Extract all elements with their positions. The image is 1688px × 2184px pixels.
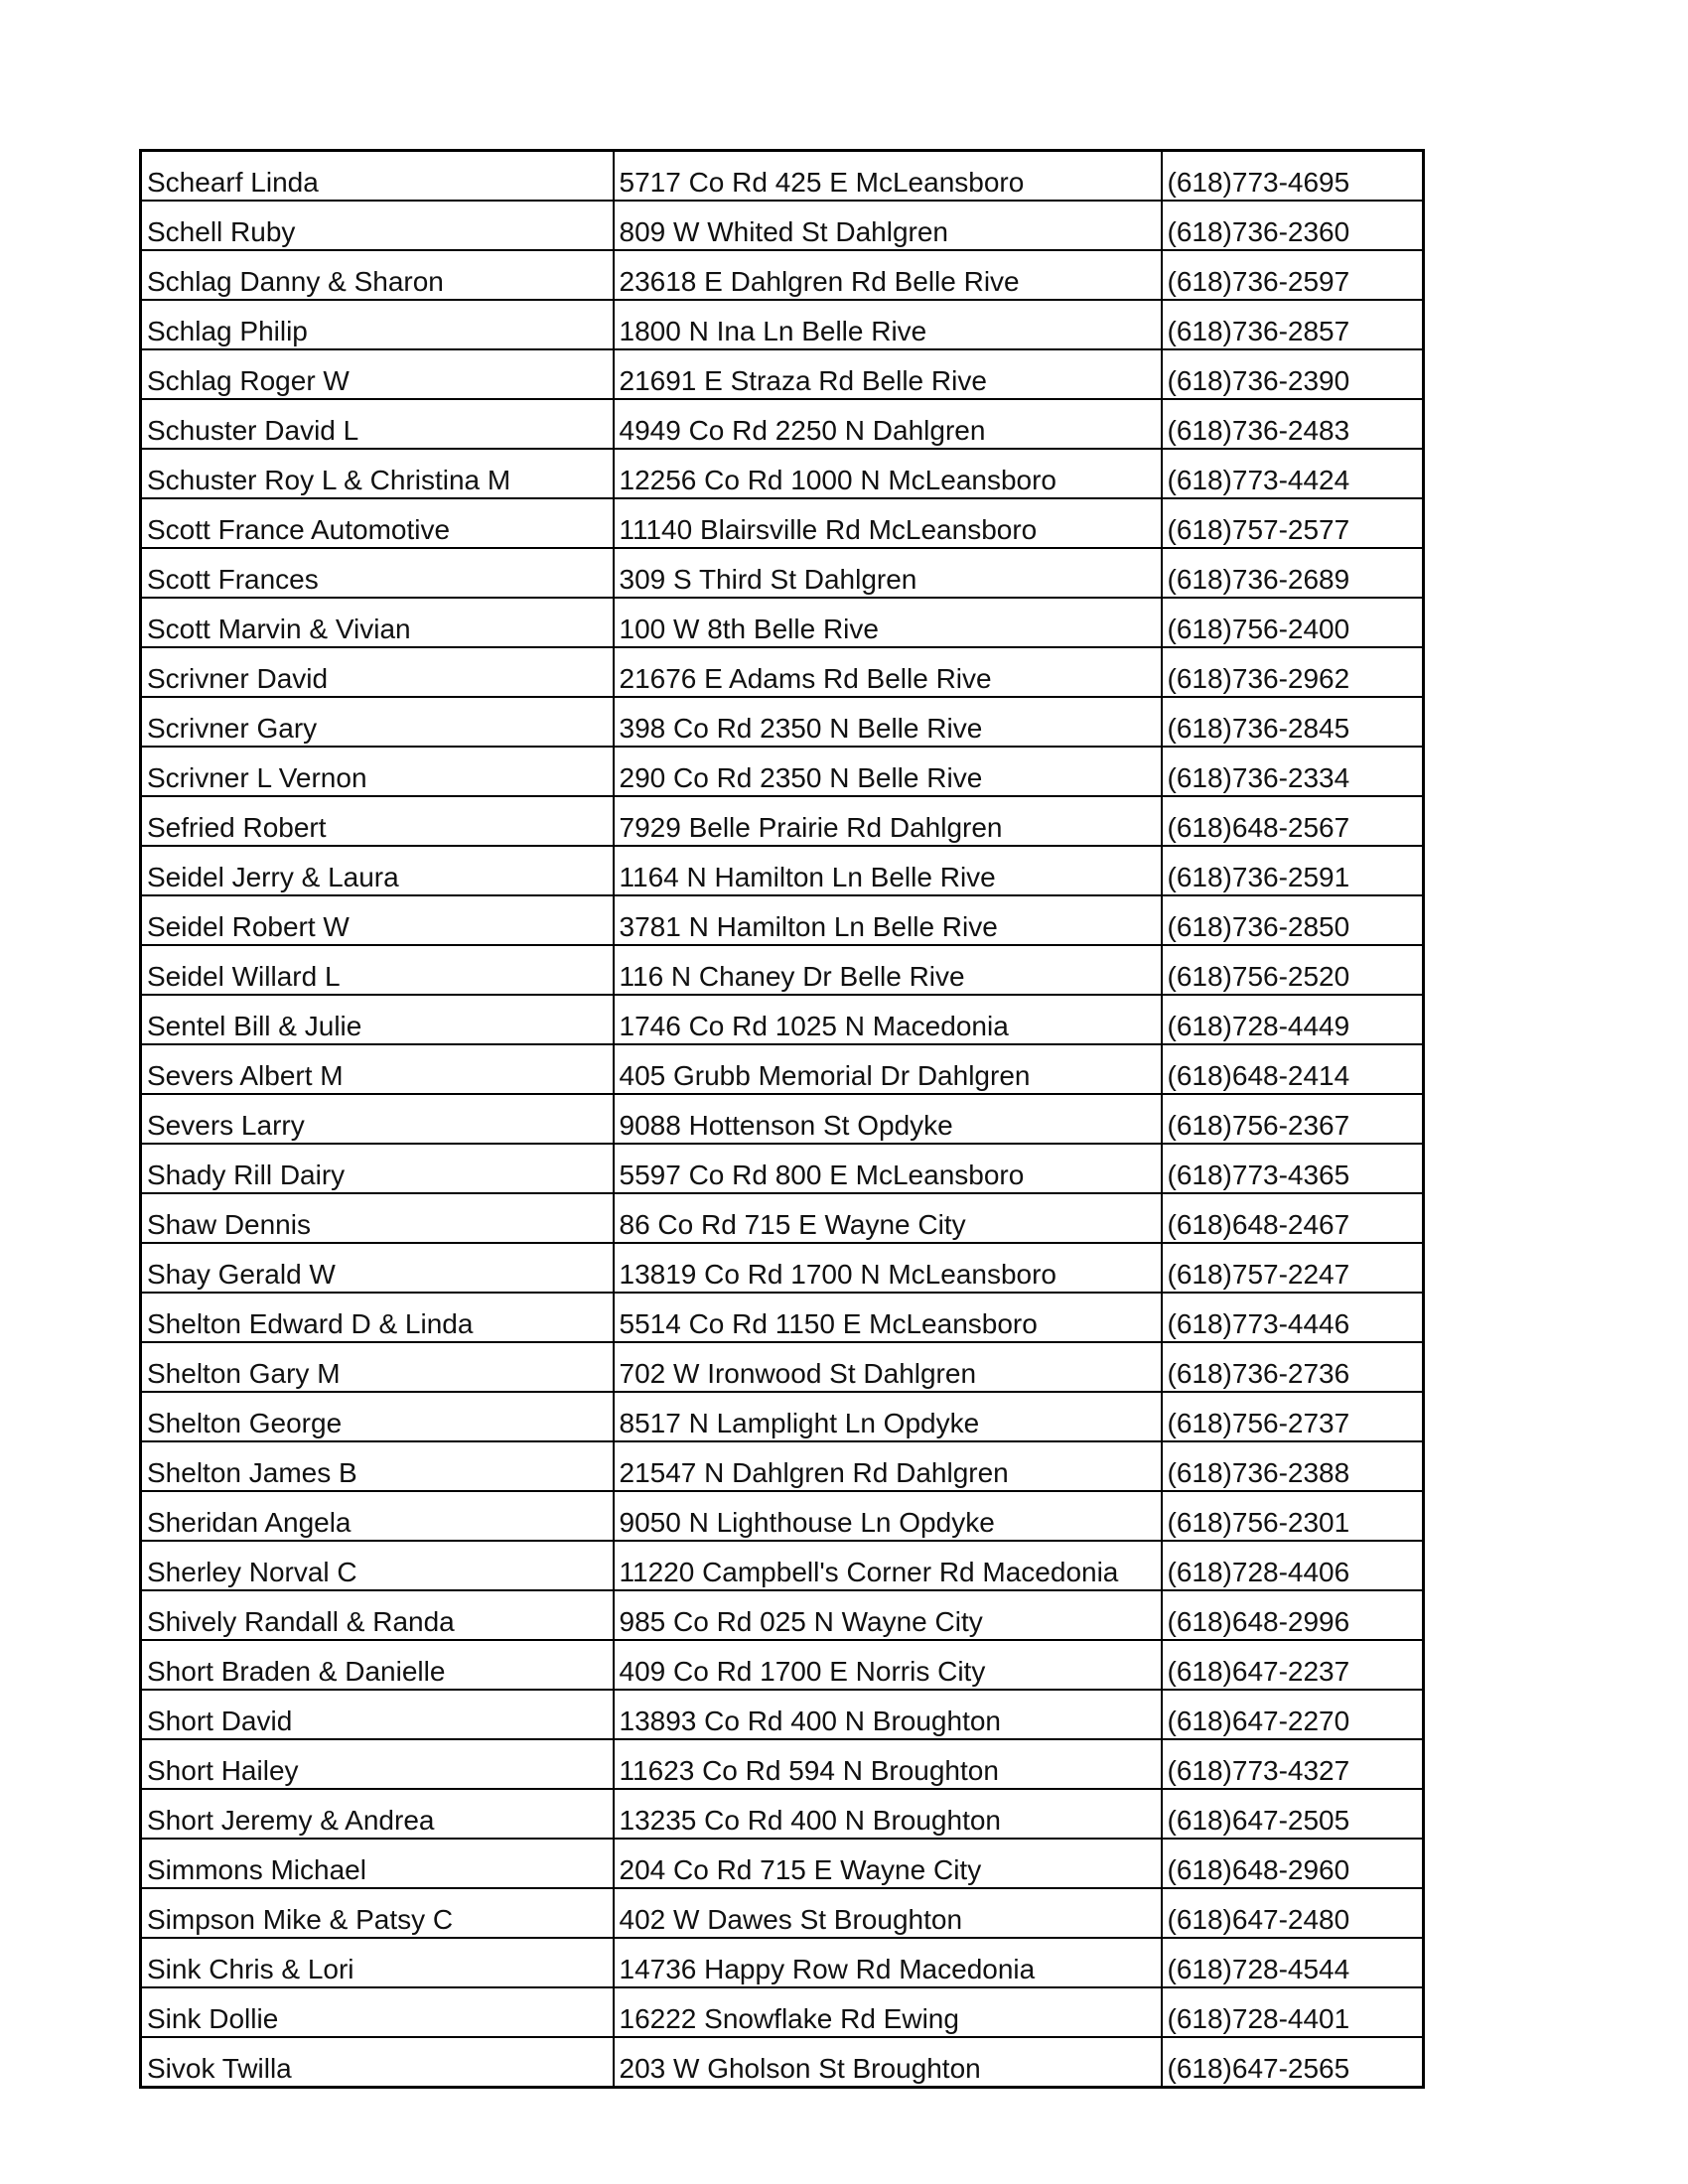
table-row xyxy=(141,1888,1424,1938)
table-row xyxy=(141,1144,1424,1193)
name-cell: Scrivner Gary xyxy=(141,697,614,747)
phone-cell: (618)757-2577 xyxy=(1162,498,1424,548)
table-row xyxy=(141,1739,1424,1789)
phone-cell: (618)736-2736 xyxy=(1162,1342,1424,1392)
address-cell: 100 W 8th Belle Rive xyxy=(614,598,1162,647)
phone-cell: (618)736-2857 xyxy=(1162,300,1424,349)
name-cell: Sefried Robert xyxy=(141,796,614,846)
address-cell: 21691 E Straza Rd Belle Rive xyxy=(614,349,1162,399)
table-row xyxy=(141,1590,1424,1640)
address-cell: 7929 Belle Prairie Rd Dahlgren xyxy=(614,796,1162,846)
table-row xyxy=(141,1392,1424,1441)
table-row xyxy=(141,548,1424,598)
name-cell: Severs Larry xyxy=(141,1094,614,1144)
address-cell: 12256 Co Rd 1000 N McLeansboro xyxy=(614,449,1162,498)
table-row xyxy=(141,201,1424,250)
phone-cell: (618)773-4424 xyxy=(1162,449,1424,498)
name-cell: Schlag Philip xyxy=(141,300,614,349)
address-cell: 11623 Co Rd 594 N Broughton xyxy=(614,1739,1162,1789)
table-row xyxy=(141,498,1424,548)
table-row xyxy=(141,1044,1424,1094)
name-cell: Short Jeremy & Andrea xyxy=(141,1789,614,1839)
phone-cell: (618)756-2301 xyxy=(1162,1491,1424,1541)
table-row xyxy=(141,1491,1424,1541)
name-cell: Schuster Roy L & Christina M xyxy=(141,449,614,498)
name-cell: Seidel Jerry & Laura xyxy=(141,846,614,895)
table-row xyxy=(141,1938,1424,1987)
phone-cell: (618)647-2565 xyxy=(1162,2037,1424,2088)
table-row xyxy=(141,300,1424,349)
phone-cell: (618)736-2591 xyxy=(1162,846,1424,895)
phone-cell: (618)736-2483 xyxy=(1162,399,1424,449)
directory-body xyxy=(141,151,1424,2088)
phone-cell: (618)736-2390 xyxy=(1162,349,1424,399)
address-cell: 8517 N Lamplight Ln Opdyke xyxy=(614,1392,1162,1441)
name-cell: Shelton Edward D & Linda xyxy=(141,1293,614,1342)
phone-cell: (618)728-4544 xyxy=(1162,1938,1424,1987)
table-row xyxy=(141,1243,1424,1293)
address-cell: 409 Co Rd 1700 E Norris City xyxy=(614,1640,1162,1690)
table-row xyxy=(141,449,1424,498)
phone-cell: (618)736-2334 xyxy=(1162,747,1424,796)
name-cell: Simpson Mike & Patsy C xyxy=(141,1888,614,1938)
name-cell: Short Braden & Danielle xyxy=(141,1640,614,1690)
table-row xyxy=(141,747,1424,796)
address-cell: 1164 N Hamilton Ln Belle Rive xyxy=(614,846,1162,895)
table-row xyxy=(141,1193,1424,1243)
name-cell: Schearf Linda xyxy=(141,151,614,202)
phone-cell: (618)773-4695 xyxy=(1162,151,1424,202)
phone-cell: (618)648-2567 xyxy=(1162,796,1424,846)
address-cell: 11220 Campbell's Corner Rd Macedonia xyxy=(614,1541,1162,1590)
address-cell: 290 Co Rd 2350 N Belle Rive xyxy=(614,747,1162,796)
name-cell: Sherley Norval C xyxy=(141,1541,614,1590)
address-cell: 309 S Third St Dahlgren xyxy=(614,548,1162,598)
address-cell: 9088 Hottenson St Opdyke xyxy=(614,1094,1162,1144)
address-cell: 13893 Co Rd 400 N Broughton xyxy=(614,1690,1162,1739)
address-cell: 9050 N Lighthouse Ln Opdyke xyxy=(614,1491,1162,1541)
phone-cell: (618)773-4365 xyxy=(1162,1144,1424,1193)
name-cell: Scott France Automotive xyxy=(141,498,614,548)
table-row xyxy=(141,1987,1424,2037)
name-cell: Scott Marvin & Vivian xyxy=(141,598,614,647)
address-cell: 23618 E Dahlgren Rd Belle Rive xyxy=(614,250,1162,300)
address-cell: 985 Co Rd 025 N Wayne City xyxy=(614,1590,1162,1640)
name-cell: Sivok Twilla xyxy=(141,2037,614,2088)
phone-cell: (618)756-2520 xyxy=(1162,945,1424,995)
table-row xyxy=(141,2037,1424,2088)
name-cell: Sheridan Angela xyxy=(141,1491,614,1541)
name-cell: Scott Frances xyxy=(141,548,614,598)
name-cell: Seidel Robert W xyxy=(141,895,614,945)
phone-cell: (618)736-2388 xyxy=(1162,1441,1424,1491)
table-row xyxy=(141,1839,1424,1888)
address-cell: 5717 Co Rd 425 E McLeansboro xyxy=(614,151,1162,202)
phone-cell: (618)728-4449 xyxy=(1162,995,1424,1044)
phone-cell: (618)736-2360 xyxy=(1162,201,1424,250)
table-row xyxy=(141,1690,1424,1739)
phone-cell: (618)736-2850 xyxy=(1162,895,1424,945)
name-cell: Shively Randall & Randa xyxy=(141,1590,614,1640)
table-row xyxy=(141,697,1424,747)
address-cell: 4949 Co Rd 2250 N Dahlgren xyxy=(614,399,1162,449)
table-row xyxy=(141,796,1424,846)
address-cell: 86 Co Rd 715 E Wayne City xyxy=(614,1193,1162,1243)
address-cell: 13235 Co Rd 400 N Broughton xyxy=(614,1789,1162,1839)
name-cell: Severs Albert M xyxy=(141,1044,614,1094)
phone-cell: (618)756-2367 xyxy=(1162,1094,1424,1144)
phone-cell: (618)736-2845 xyxy=(1162,697,1424,747)
name-cell: Shelton George xyxy=(141,1392,614,1441)
table-row xyxy=(141,1293,1424,1342)
table-row xyxy=(141,1342,1424,1392)
address-cell: 5597 Co Rd 800 E McLeansboro xyxy=(614,1144,1162,1193)
table-row xyxy=(141,1541,1424,1590)
phone-cell: (618)647-2505 xyxy=(1162,1789,1424,1839)
address-cell: 3781 N Hamilton Ln Belle Rive xyxy=(614,895,1162,945)
phone-cell: (618)736-2689 xyxy=(1162,548,1424,598)
phone-cell: (618)728-4401 xyxy=(1162,1987,1424,2037)
table-row xyxy=(141,598,1424,647)
table-row xyxy=(141,151,1424,202)
table-row xyxy=(141,250,1424,300)
table-row xyxy=(141,945,1424,995)
directory-table xyxy=(139,149,1425,2089)
name-cell: Short Hailey xyxy=(141,1739,614,1789)
table-row xyxy=(141,995,1424,1044)
name-cell: Shelton Gary M xyxy=(141,1342,614,1392)
name-cell: Schlag Roger W xyxy=(141,349,614,399)
name-cell: Sink Dollie xyxy=(141,1987,614,2037)
name-cell: Sentel Bill & Julie xyxy=(141,995,614,1044)
address-cell: 402 W Dawes St Broughton xyxy=(614,1888,1162,1938)
phone-cell: (618)647-2270 xyxy=(1162,1690,1424,1739)
address-cell: 405 Grubb Memorial Dr Dahlgren xyxy=(614,1044,1162,1094)
address-cell: 1800 N Ina Ln Belle Rive xyxy=(614,300,1162,349)
address-cell: 203 W Gholson St Broughton xyxy=(614,2037,1162,2088)
phone-cell: (618)648-2414 xyxy=(1162,1044,1424,1094)
name-cell: Schuster David L xyxy=(141,399,614,449)
address-cell: 11140 Blairsville Rd McLeansboro xyxy=(614,498,1162,548)
name-cell: Shaw Dennis xyxy=(141,1193,614,1243)
address-cell: 21676 E Adams Rd Belle Rive xyxy=(614,647,1162,697)
name-cell: Schlag Danny & Sharon xyxy=(141,250,614,300)
phone-cell: (618)756-2400 xyxy=(1162,598,1424,647)
address-cell: 1746 Co Rd 1025 N Macedonia xyxy=(614,995,1162,1044)
phone-cell: (618)648-2996 xyxy=(1162,1590,1424,1640)
table-row xyxy=(141,647,1424,697)
phone-cell: (618)648-2960 xyxy=(1162,1839,1424,1888)
name-cell: Seidel Willard L xyxy=(141,945,614,995)
address-cell: 398 Co Rd 2350 N Belle Rive xyxy=(614,697,1162,747)
phone-cell: (618)757-2247 xyxy=(1162,1243,1424,1293)
address-cell: 702 W Ironwood St Dahlgren xyxy=(614,1342,1162,1392)
phone-cell: (618)647-2480 xyxy=(1162,1888,1424,1938)
phone-cell: (618)648-2467 xyxy=(1162,1193,1424,1243)
table-row xyxy=(141,349,1424,399)
phone-cell: (618)736-2962 xyxy=(1162,647,1424,697)
name-cell: Short David xyxy=(141,1690,614,1739)
name-cell: Shelton James B xyxy=(141,1441,614,1491)
address-cell: 16222 Snowflake Rd Ewing xyxy=(614,1987,1162,2037)
address-cell: 5514 Co Rd 1150 E McLeansboro xyxy=(614,1293,1162,1342)
name-cell: Shady Rill Dairy xyxy=(141,1144,614,1193)
name-cell: Sink Chris & Lori xyxy=(141,1938,614,1987)
table-row xyxy=(141,846,1424,895)
table-row xyxy=(141,1094,1424,1144)
address-cell: 13819 Co Rd 1700 N McLeansboro xyxy=(614,1243,1162,1293)
name-cell: Simmons Michael xyxy=(141,1839,614,1888)
address-cell: 809 W Whited St Dahlgren xyxy=(614,201,1162,250)
name-cell: Shay Gerald W xyxy=(141,1243,614,1293)
name-cell: Schell Ruby xyxy=(141,201,614,250)
address-cell: 21547 N Dahlgren Rd Dahlgren xyxy=(614,1441,1162,1491)
phone-cell: (618)736-2597 xyxy=(1162,250,1424,300)
table-row xyxy=(141,1789,1424,1839)
address-cell: 14736 Happy Row Rd Macedonia xyxy=(614,1938,1162,1987)
name-cell: Scrivner L Vernon xyxy=(141,747,614,796)
phone-cell: (618)728-4406 xyxy=(1162,1541,1424,1590)
table-row xyxy=(141,1640,1424,1690)
address-cell: 204 Co Rd 715 E Wayne City xyxy=(614,1839,1162,1888)
phone-cell: (618)647-2237 xyxy=(1162,1640,1424,1690)
phone-cell: (618)773-4446 xyxy=(1162,1293,1424,1342)
phone-cell: (618)773-4327 xyxy=(1162,1739,1424,1789)
name-cell: Scrivner David xyxy=(141,647,614,697)
phone-cell: (618)756-2737 xyxy=(1162,1392,1424,1441)
address-cell: 116 N Chaney Dr Belle Rive xyxy=(614,945,1162,995)
table-row xyxy=(141,1441,1424,1491)
table-row xyxy=(141,895,1424,945)
table-row xyxy=(141,399,1424,449)
